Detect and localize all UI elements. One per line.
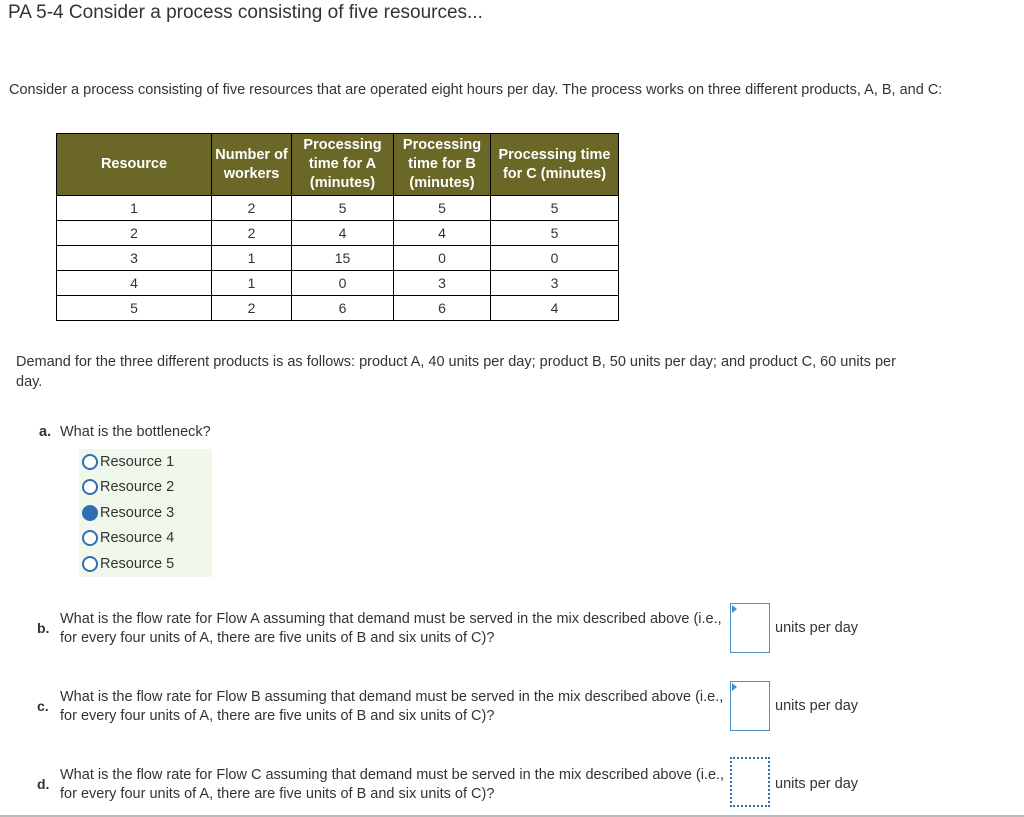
table-cell: 3 xyxy=(394,271,491,296)
question-a-text: What is the bottleneck? xyxy=(60,424,211,440)
option-resource-2[interactable] xyxy=(79,474,174,499)
table-cell: 4 xyxy=(394,221,491,246)
option-resource-3[interactable] xyxy=(79,500,174,525)
question-d-letter: d. xyxy=(37,776,50,792)
question-d-units: units per day xyxy=(775,776,859,792)
option-label: Resource 3 xyxy=(100,504,175,521)
input-marker-icon xyxy=(732,683,737,691)
radio-button-selected[interactable] xyxy=(82,505,98,521)
radio-button[interactable] xyxy=(82,479,98,495)
question-c-units: units per day xyxy=(775,698,859,714)
table-cell: 2 xyxy=(212,296,292,321)
table-cell: 5 xyxy=(292,196,394,221)
table-cell: 1 xyxy=(212,271,292,296)
flow-c-answer-input[interactable] xyxy=(730,757,770,807)
table-cell: 5 xyxy=(394,196,491,221)
question-b-units: units per day xyxy=(775,620,859,636)
option-resource-4[interactable] xyxy=(79,525,174,550)
flow-a-answer-input[interactable] xyxy=(730,603,770,653)
table-row xyxy=(57,221,619,246)
question-b-text: What is the flow rate for Flow A assuming that demand must be served in the mix described above (i.e., for every four units of A, there are five units of B and six units of C)? xyxy=(60,611,722,646)
table-cell: 0 xyxy=(491,246,619,271)
page-title: PA 5-4 Consider a process consisting of five resources... xyxy=(8,2,483,23)
table-cell: 1 xyxy=(212,246,292,271)
table-cell: 15 xyxy=(292,246,394,271)
table-cell: 2 xyxy=(57,221,212,246)
bottleneck-options xyxy=(79,449,212,577)
table-header-row xyxy=(57,134,619,196)
table-row xyxy=(57,246,619,271)
question-d-text: What is the flow rate for Flow C assuming that demand must be served in the mix described above (i.e., for every four units of A, there are five units of B and six units of C)? xyxy=(60,767,725,802)
table-cell: 4 xyxy=(292,221,394,246)
table-row xyxy=(57,296,619,321)
table-cell: 2 xyxy=(212,221,292,246)
question-c-letter: c. xyxy=(37,698,49,714)
radio-button[interactable] xyxy=(82,530,98,546)
resource-table xyxy=(56,133,619,321)
option-label: Resource 5 xyxy=(100,555,175,572)
table-cell: 3 xyxy=(491,271,619,296)
option-resource-1[interactable] xyxy=(79,449,174,474)
table-cell: 4 xyxy=(491,296,619,321)
table-cell: 5 xyxy=(57,296,212,321)
table-cell: 1 xyxy=(57,196,212,221)
option-label: Resource 4 xyxy=(100,529,175,546)
header-workers: Number of workers xyxy=(212,134,292,196)
header-resource: Resource xyxy=(57,134,212,196)
table-cell: 3 xyxy=(57,246,212,271)
header-time-a: Processing time for A (minutes) xyxy=(292,134,394,196)
table-cell: 4 xyxy=(57,271,212,296)
table-row xyxy=(57,196,619,221)
option-label: Resource 2 xyxy=(100,478,175,495)
radio-button[interactable] xyxy=(82,556,98,572)
table-cell: 5 xyxy=(491,221,619,246)
table-cell: 2 xyxy=(212,196,292,221)
radio-button[interactable] xyxy=(82,454,98,470)
question-b-letter: b. xyxy=(37,620,50,636)
table-cell: 0 xyxy=(394,246,491,271)
option-resource-5[interactable] xyxy=(79,551,174,576)
table-row xyxy=(57,271,619,296)
table-cell: 6 xyxy=(292,296,394,321)
question-c-text: What is the flow rate for Flow B assuming that demand must be served in the mix described above (i.e., for every four units of A, there are five units of B and six units of C)? xyxy=(60,689,724,724)
question-a-letter: a. xyxy=(39,424,52,440)
input-marker-icon xyxy=(732,605,737,613)
header-time-c: Processing time for C (minutes) xyxy=(491,134,619,196)
intro-text: Consider a process consisting of five resources that are operated eight hours per day. The process works on three different products, A, B, and C: xyxy=(9,82,943,98)
table-cell: 6 xyxy=(394,296,491,321)
header-time-b: Processing time for B (minutes) xyxy=(394,134,491,196)
table-cell: 0 xyxy=(292,271,394,296)
option-label: Resource 1 xyxy=(100,453,175,470)
flow-b-answer-input[interactable] xyxy=(730,681,770,731)
table-cell: 5 xyxy=(491,196,619,221)
demand-text: Demand for the three different products is as follows: product A, 40 units per day; product B, 50 units per day; and product C, 60 units per day. xyxy=(16,354,896,390)
